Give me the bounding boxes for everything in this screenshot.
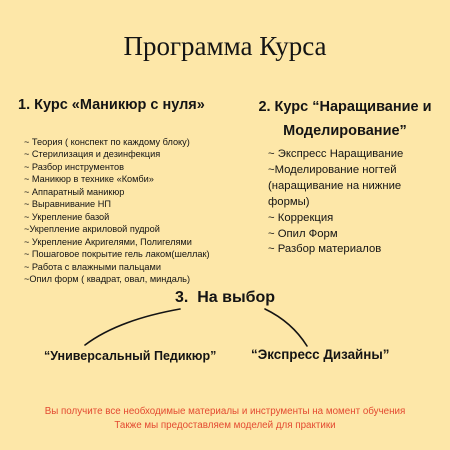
course2-item: ~Моделирование ногтей	[268, 163, 397, 176]
course1-item: ~ Укрепление Акригелями, Полигелями	[24, 236, 192, 247]
course2-item: ~ Коррекция	[268, 211, 334, 224]
option-express-designs: “Экспресс Дизайны”	[251, 347, 390, 362]
course2-item: ~ Опил Форм	[268, 227, 338, 240]
course2-item: формы)	[268, 195, 310, 208]
course1-item: ~ Аппаратный маникюр	[24, 186, 125, 197]
choice-title: 3. На выбор	[174, 289, 276, 306]
course1-item: ~ Пошаговое покрытие гель лаком(шеллак)	[24, 249, 210, 260]
course2-item: (наращивание на нижние	[268, 179, 402, 192]
course1-item: ~Опил форм ( квадрат, овал, миндаль)	[24, 273, 191, 284]
course2-title-line2: Моделирование”	[283, 123, 407, 139]
course1-item: ~ Выравнивание НП	[24, 199, 111, 210]
course1-item: ~ Маникюр в технике «Комби»	[24, 174, 154, 185]
course2-item: ~ Экспресс Наращивание	[268, 148, 404, 160]
footer-note	[0, 405, 450, 433]
option-universal-pedicure: “Универсальный Педикюр”	[44, 349, 217, 363]
course1-item: ~ Стерилизация и дезинфекция	[24, 149, 161, 160]
course1-item: ~ Разбор инструментов	[24, 161, 124, 172]
connector-right-line	[265, 309, 307, 346]
footer-line2: Также мы предоставляем моделей для практики	[114, 420, 336, 431]
footer-line1: Вы получите все необходимые материалы и инструменты на момент обучения	[44, 406, 406, 417]
course2-title-line1: 2. Курс “Наращивание и	[258, 99, 432, 115]
course1-title: 1. Курс «Маникюр с нуля»	[18, 97, 205, 113]
course1-item: ~ Теория ( конспект по каждому блоку)	[24, 137, 190, 147]
course1-item: ~ Укрепление базой	[24, 211, 110, 222]
connector-left-line	[85, 309, 180, 345]
course1-item: ~Укрепление акриловой пудрой	[24, 224, 160, 235]
course1-item: ~ Работа с влажными пальцами	[24, 261, 161, 272]
page-title: Программа Курса	[123, 31, 327, 61]
course2-item: ~ Разбор материалов	[268, 243, 382, 256]
